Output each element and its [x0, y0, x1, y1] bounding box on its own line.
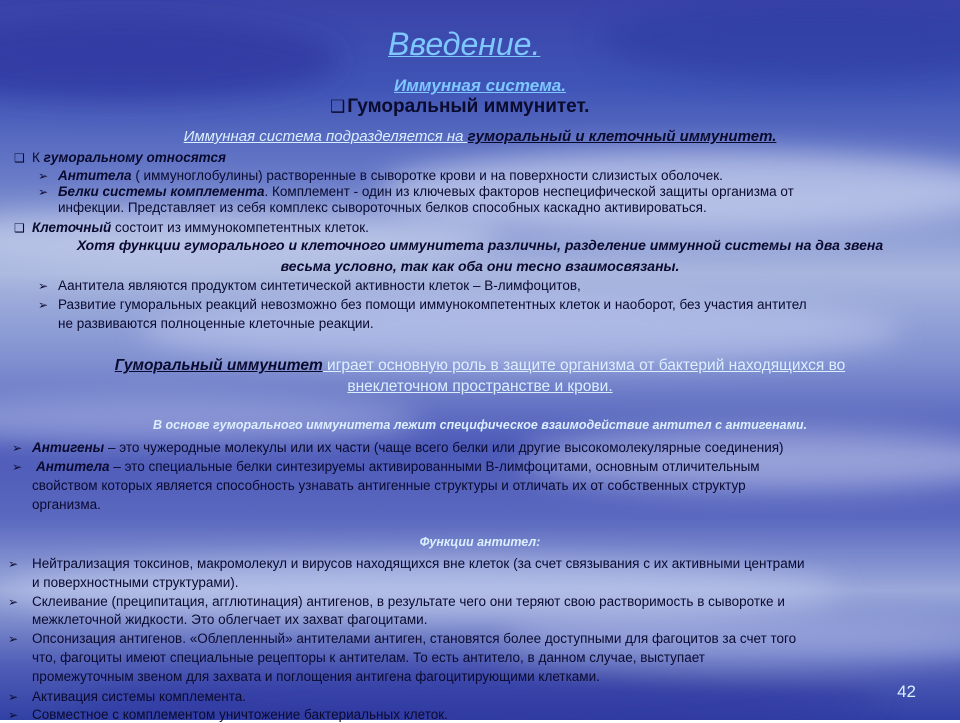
cellular-text: состоит из иммунокомпетентных клеток.: [111, 220, 369, 235]
humoral-item-bold: Белки системы комплемента: [58, 184, 265, 199]
role-line2: внеклеточном пространстве и крови.: [347, 378, 613, 395]
section-heading: Иммунная система.: [394, 76, 566, 95]
humoral-prefix: К: [32, 150, 44, 165]
function-item-text: Активация системы комплемента.: [32, 689, 247, 704]
antigens-text: – это чужеродные молекулы или их части (чаще всего белки или другие высокомолекулярные соединения): [104, 440, 784, 455]
relation-item-text: Развитие гуморальных реакций невозможно без помощи иммунокомпетентных клеток и наоборот, без участия антител: [58, 297, 807, 312]
topic-heading-text: Гуморальный иммунитет.: [347, 96, 590, 117]
relation-item-cont: не развиваются полноценные клеточные реакции.: [58, 316, 374, 331]
humoral-item-complement-cont: инфекции. Представляет из себя комплекс сывороточных белков способных каскадно активироваться.: [58, 200, 707, 215]
humoral-item-complement: [38, 184, 794, 200]
arrow-bullet-icon: ➢: [12, 460, 23, 474]
arrow-bullet-icon: ➢: [8, 690, 19, 704]
antibodies-bold: Антитела: [36, 459, 110, 474]
arrow-bullet-icon: ➢: [8, 557, 19, 571]
cellular-bold: Клеточный: [32, 220, 112, 235]
antibodies-text: – это специальные белки синтезируемы активированными В-лимфоцитами, основным отличительным: [109, 459, 760, 474]
slide-title: Введение.: [388, 26, 541, 62]
humoral-item-text: ( иммуноглобулины) растворенные в сыворотке крови и на поверхности слизистых оболочек.: [131, 168, 723, 183]
arrow-bullet-icon: ➢: [38, 185, 49, 199]
humoral-item-antibodies: [38, 168, 723, 184]
role-text: играет основную роль в защите организма от бактерий находящихся во: [322, 357, 846, 374]
role-bold: Гуморальный иммунитет: [114, 357, 323, 374]
functions-heading: Функции антител:: [419, 535, 541, 549]
function-item: [8, 689, 246, 705]
arrow-bullet-icon: ➢: [38, 298, 49, 312]
antigens-item: [12, 440, 784, 456]
humoral-item-text: . Комплемент - один из ключевых факторов неспецифической защиты организма от: [264, 184, 794, 199]
function-item: [8, 631, 796, 647]
antibodies-cont: свойством которых является способность узнавать антигенные структуры и отличать их от собственных структур: [32, 478, 746, 493]
relation-item: [38, 297, 807, 313]
humoral-item-bold: Антитела: [58, 168, 132, 183]
relation-line2: весьма условно, так как оба они тесно взаимосвязаны.: [280, 258, 680, 274]
function-item: [8, 556, 805, 572]
function-item: [8, 707, 448, 723]
arrow-bullet-icon: ➢: [12, 441, 23, 455]
page-number: 42: [897, 682, 916, 701]
intro-plain: Иммунная система подразделяется на: [183, 128, 468, 145]
function-item-cont: что, фагоциты имеют специальные рецепторы к антителам. То есть антитело, в данном случае, выступает: [32, 650, 705, 665]
relation-line1: Хотя функции гуморального и клеточного иммунитета различны, разделение иммунной системы на два звена: [76, 237, 884, 253]
relation-item-text: Аантитела являются продуктом синтетической активности клеток – В-лимфоцитов,: [58, 278, 581, 293]
checkbox-icon: ❑: [14, 151, 25, 165]
relation-item: [38, 278, 581, 294]
function-item-cont: межклеточной жидкости. Это облегчает их захват фагоцитами.: [32, 612, 428, 627]
cellular-line: [14, 220, 369, 236]
intro-bold: гуморальный и клеточный иммунитет.: [467, 128, 777, 145]
humoral-label: гуморальному относятся: [43, 150, 226, 165]
function-item-text: Опсонизация антигенов. «Облепленный» антителами антиген, становятся более доступными для фагоцитов за счет того: [32, 631, 797, 646]
antibodies-cont: организма.: [32, 497, 101, 512]
function-item-cont: и поверхностными структурами).: [32, 575, 239, 590]
topic-heading: [330, 96, 589, 118]
antibodies-item: [12, 459, 760, 475]
arrow-bullet-icon: ➢: [38, 279, 49, 293]
arrow-bullet-icon: ➢: [38, 169, 49, 183]
arrow-bullet-icon: ➢: [8, 595, 19, 609]
humoral-heading: [14, 150, 226, 166]
function-item-cont: промежуточным звеном для захвата и поглощения антигена фагоцитирующими клетками.: [32, 669, 600, 684]
arrow-bullet-icon: ➢: [8, 708, 19, 722]
arrow-bullet-icon: ➢: [8, 632, 19, 646]
intro-line: [0, 128, 960, 145]
function-item-text: Склеивание (преципитация, агглютинация) антигенов, в результате чего они теряют свою растворимость в сыворотке и: [32, 594, 785, 609]
checkbox-icon: ❑: [330, 97, 346, 116]
function-item-text: Нейтрализация токсинов, макромолекул и вирусов находящихся вне клеток (за счет связывания с их активными центрами: [32, 556, 805, 571]
function-item-text: Совместное с комплементом уничтожение бактериальных клеток.: [32, 707, 448, 722]
checkbox-icon: ❑: [14, 221, 25, 235]
antigens-bold: Антигены: [32, 440, 105, 455]
function-item: [8, 594, 785, 610]
basis-heading: В основе гуморального иммунитета лежит специфическое взаимодействие антител с антигенами.: [153, 418, 807, 432]
role-line1: [0, 357, 960, 375]
